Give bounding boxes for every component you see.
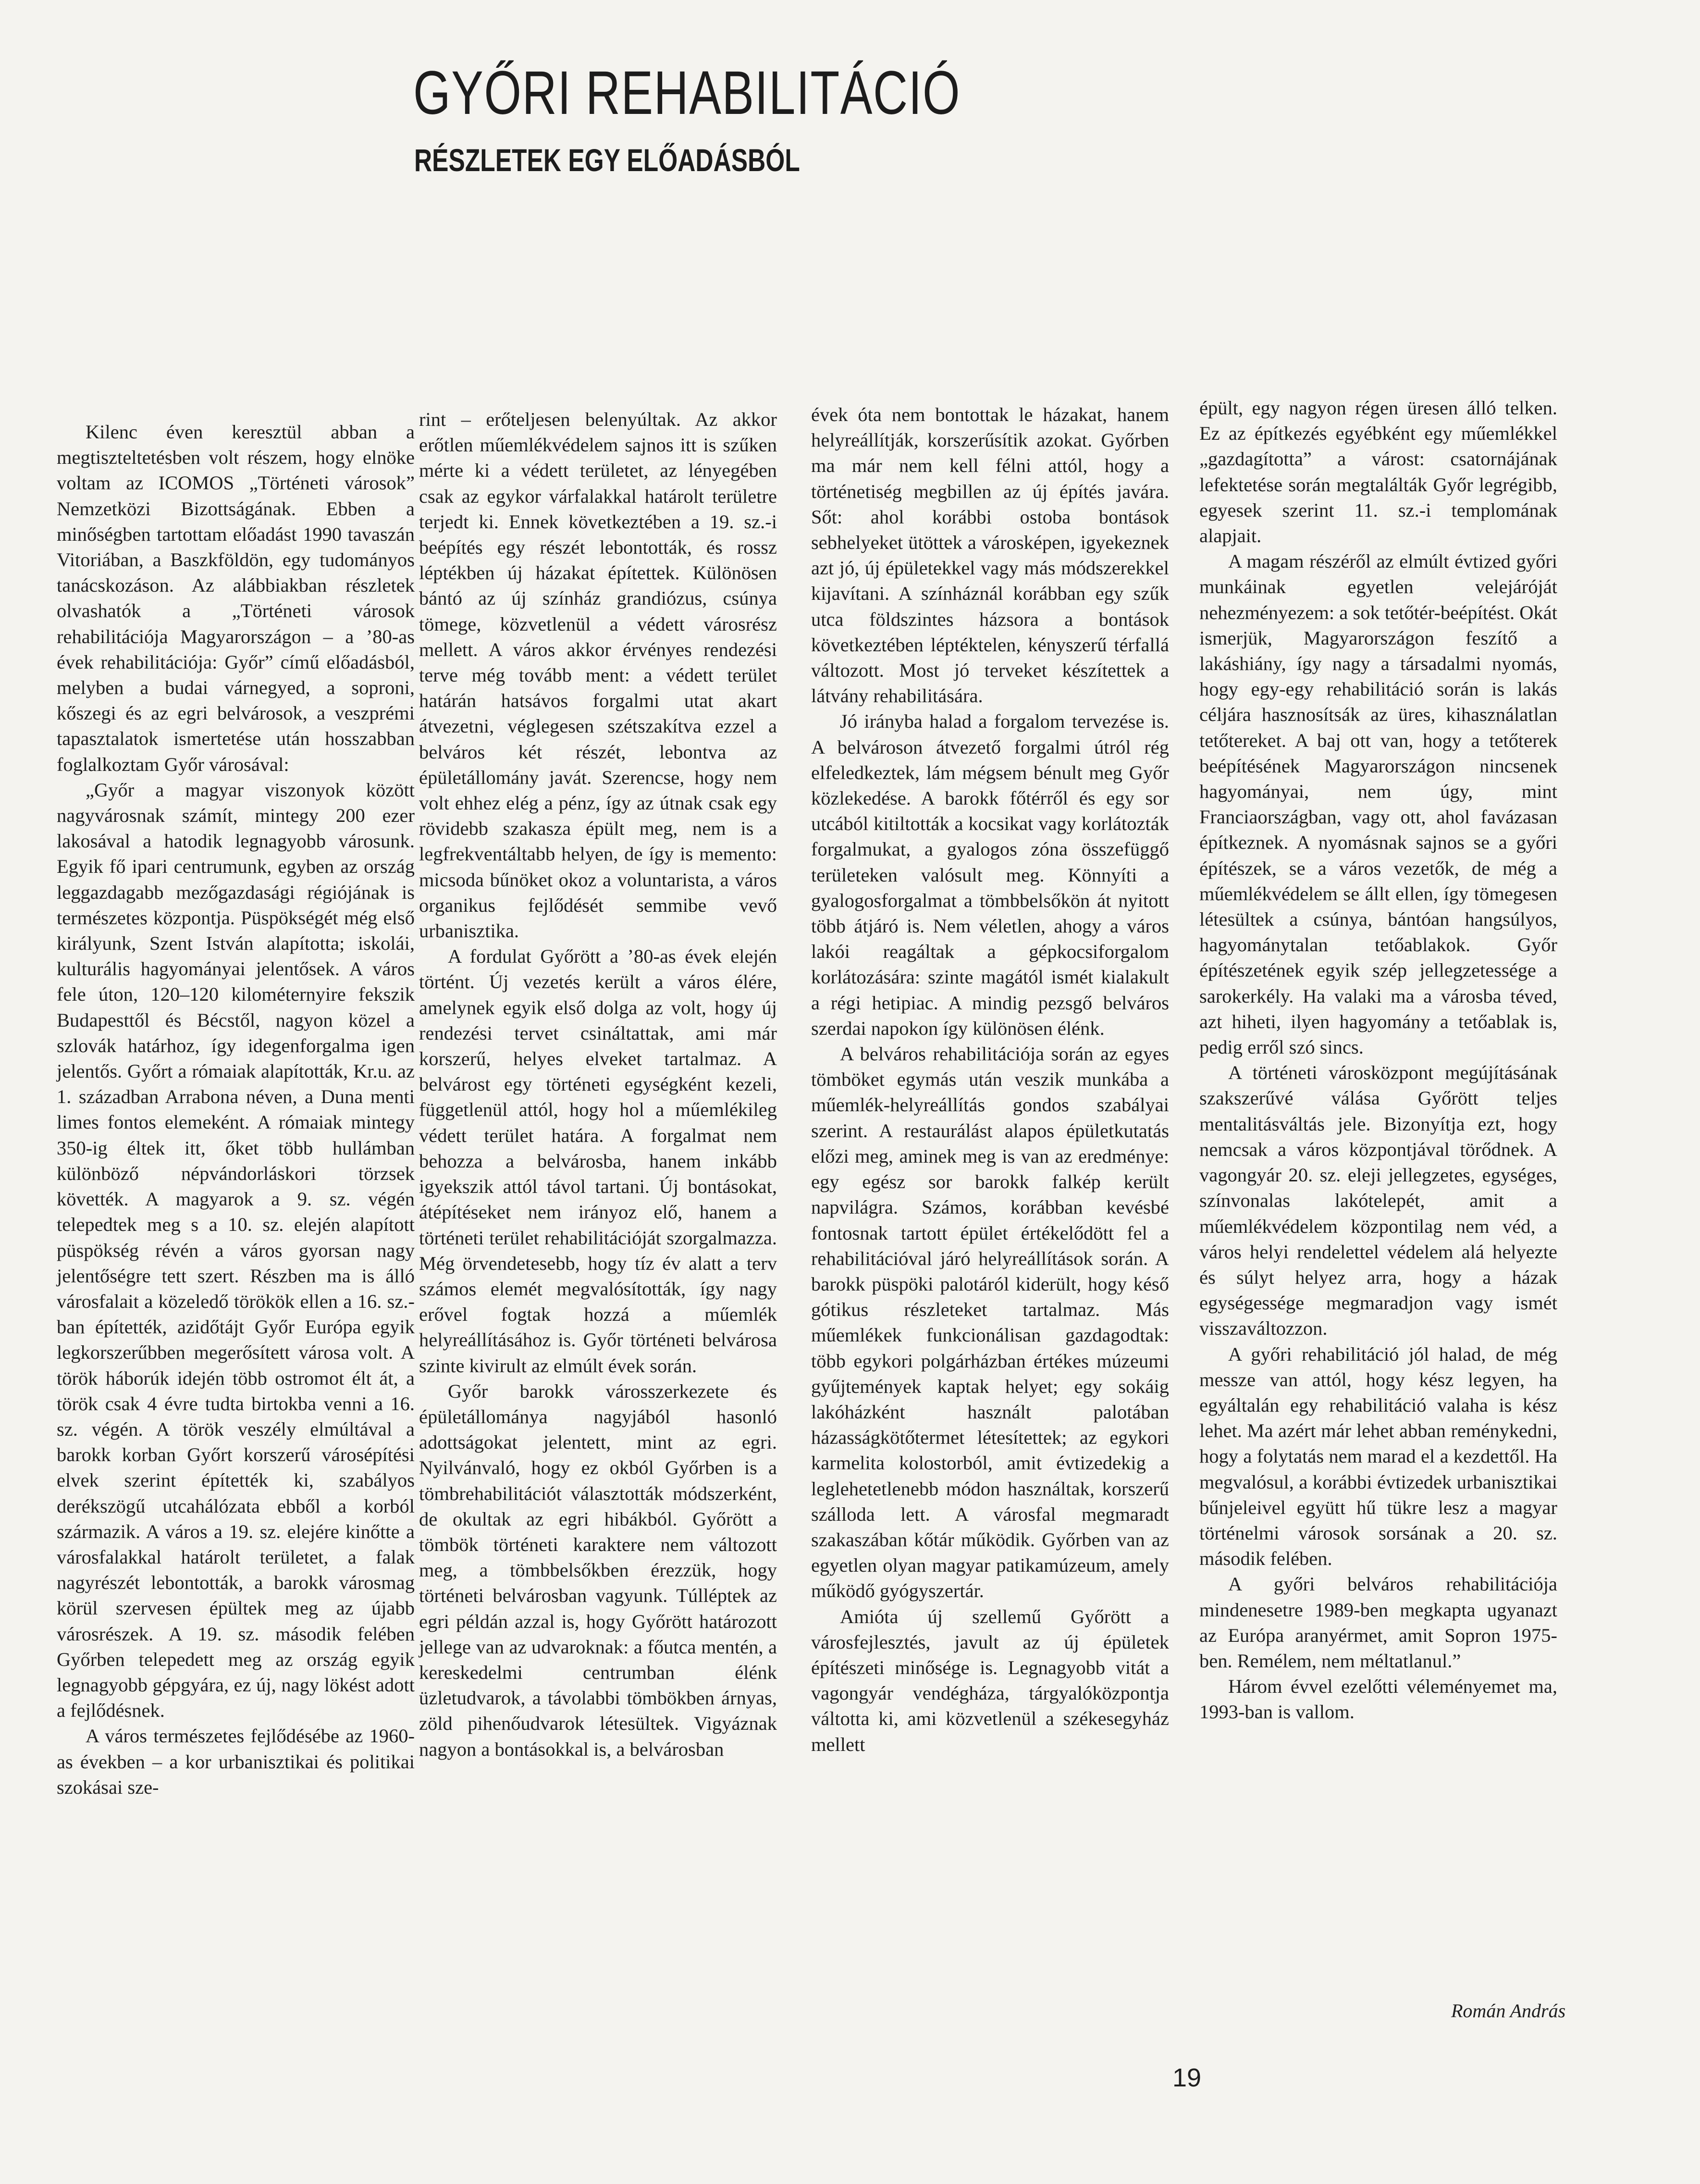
paragraph: Három évvel ezelőtti véleményemet ma, 1993-ban is vallom.	[1199, 1675, 1557, 1723]
paragraph: „Győr a magyar viszonyok között nagyvárosnak számít, mintegy 200 ezer lakosával a hatodik legnagyobb városunk. Egyik fő ipari centrumunk, egyben az ország leggazdagabb mezőgazdasági régiójának is természetes központja. Püspökségét még első királyunk, Szent István alapította; iskolái, kulturális hagyományai jelentősek. A város fele úton, 120–120 kilométernyire fekszik Budapesttől és Bécstől, nagyon közel a szlovák határhoz, így idegenforgalma igen jelentős. Győrt a rómaiak alapították, Kr.u. az 1. században Arrabona néven, a Duna menti limes fontos elemeként. A rómaiak mintegy 350-ig éltek itt, őket több hullámban különböző népvándorláskori törzsek követték. A magyarok a 9. sz. végén telepedtek meg s a 10. sz. elején alapított püspökség révén a város gyorsan nagy jelentőségre tett szert. Részben ma is álló városfalait a közeledő törökök ellen a 16. sz.-ban építették, azidőtájt Győr Európa egyik legkorszerűbben megerősített városa volt. A török háborúk idején több ostromot élt át, a török csak 4 évre tudta birtokba venni a 16. sz. végén. A török veszély elmúltával a barokk korban Győrt korszerű városépítési elvek szerint építették ki, szabályos derékszögű utcahálózata ebből a korból származik. A város a 19. sz. elejére kinőtte a városfalakkal határolt területet, a falak nagyrészét lebontották, a barokk városmag körül szervesen épültek meg az újabb városrészek. A 19. sz. második felében Győrben telepedett meg az ország egyik legnagyobb gépgyára, ez új, nagy lökést adott a fejlődésnek.	[57, 779, 415, 1722]
text-column-2	[419, 407, 777, 1762]
paragraph: Kilenc éven keresztül abban a megtiszteltetésben volt részem, hogy elnöke voltam az ICOMOS „Történeti városok” Nemzetközi Bizottságának. Ebben a minőségben tartottam előadást 1990 tavaszán Vitoriában, a Baszkföldön, egy tudományos tanácskozáson. Az alábbiakban részletek olvashatók a „Történeti városok rehabilitációja Magyarországon – a ’80-as évek rehabilitációja: Győr” című előadásból, melyben a budai várnegyed, a soproni, kőszegi és az egri belvárosok, a veszprémi tapasztalatok ismertetése után hosszabban foglalkoztam Győr városával:	[57, 421, 415, 775]
paragraph: A város természetes fejlődésébe az 1960-as években – a kor urbanisztikai és politikai szokásai sze-	[57, 1725, 415, 1798]
article-title: GYŐRI REHABILITÁCIÓ	[413, 59, 961, 127]
paragraph: rint – erőteljesen belenyúltak. Az akkor erőtlen műemlékvédelem sajnos itt is szűken mérte ki a védett területet, az lényegében csak az egykor várfalakkal határolt területre terjedt ki. Ennek következtében a 19. sz.-i beépítés egy részét lebontották, és rossz léptékben új házakat építettek. Különösen bántó az új színház grandiózus, csúnya tömege, közvetlenül a védett városrész mellett. A város akkor érvényes rendezési terve még tovább ment: a védett terület határán hatsávos forgalmi utat akart átvezetni, véglegesen szétszakítva ezzel a belváros két részét, lebontva az épületállomány javát. Szerencse, hogy nem volt ehhez elég a pénz, így az útnak csak egy rövidebb szakasza épült meg, nem is a legfrekventáltabb helyen, de így is memento: micsoda bűnöket okoz a voluntarista, a város organikus fejlődését semmibe vevő urbanisztika.	[419, 409, 777, 942]
paragraph: A történeti városközpont megújításának szakszerűvé válása Győrött teljes mentalitásváltás jele. Bizonyítja ezt, hogy nemcsak a város központjával törődnek. A vagongyár 20. sz. eleji jellegzetes, egységes, színvonalas lakótelepét, amit a műemlékvédelem központilag nem véd, a város helyi rendelettel védelem alá helyezte és súlyt helyez arra, hogy a házak egységessége megmaradjon vagy ismét visszaváltozzon.	[1199, 1062, 1557, 1340]
paragraph: Amióta új szellemű Győrött a városfejlesztés, javult az új épületek építészeti minősége is. Legnagyobb vitát a vagongyár vendégháza, tárgyalóközpontja váltotta ki, ami közvetlenül a székesegyház mellett	[811, 1605, 1169, 1755]
article-subtitle: RÉSZLETEK EGY ELŐADÁSBÓL	[414, 142, 800, 178]
author-signature: Román András	[1451, 2000, 1566, 2022]
text-column-3	[811, 402, 1169, 1757]
paragraph: épült, egy nagyon régen üresen álló telken. Ez az építkezés egyébként egy műemlékkel „gazdagította” a várost: csatornájának lefektetése során megtalálták Győr legrégibb, egyesek szerint 11. sz.-i templomának alapjait.	[1199, 397, 1557, 547]
text-column-1	[57, 419, 415, 1800]
paragraph: A győri belváros rehabilitációja mindenesetre 1989-ben megkapta ugyanazt az Európa aranyérmet, amit Sopron 1975-ben. Remélem, nem méltatlanul.”	[1199, 1573, 1557, 1672]
page-number: 19	[1172, 2063, 1202, 2092]
paragraph: A győri rehabilitáció jól halad, de még messze van attól, hogy kész legyen, ha egyáltalán egy rehabilitáció valaha is kész lehet. Ma azért már lehet abban reménykedni, hogy a folytatás nem marad el a kezdettől. Ha megvalósul, a korábbi évtizedek urbanisztikai bűnjeleivel együtt hű tükre lesz a magyar történelmi városok sorsának a 20. sz. második felében.	[1199, 1343, 1557, 1570]
paragraph: A belváros rehabilitációja során az egyes tömböket egymás után veszik munkába a műemlék-helyreállítás gondos szabályai szerint. A restaurálást alapos épületkutatás előzi meg, aminek meg is van az eredménye: egy egész sor barokk falkép került napvilágra. Számos, korábban kevésbé fontosnak tartott épület értékelődött fel a rehabilitációval járó helyreállítások során. A barokk püspöki palotáról kiderült, hogy késő gótikus részleteket tartalmaz. Más műemlékek funkcionálisan gazdagodtak: több egykori polgárházban értékes múzeumi gyűjtemények kaptak helyet; egy sokáig lakóházként használt palotában házasságkötőtermet létesítettek; az egykori karmelita kolostorból, amit évtizedekig a leglehetetlenebb módon használtak, korszerű szálloda lett. A városfal megmaradt szakaszában kőtár működik. Győrben van az egyetlen olyan magyar patikamúzeum, amely működő gyógyszertár.	[811, 1043, 1169, 1602]
paragraph: Jó irányba halad a forgalom tervezése is. A belvároson átvezető forgalmi útról rég elfeledkeztek, lám mégsem bénult meg Győr közlekedése. A barokk főtérről és egy sor utcából kitiltották a kocsikat vagy korlátozták forgalmukat, a gyalogos zóna összefüggő területeken valósult meg. Könnyíti a gyalogosforgalmat a tömbbelsőkön át nyitott több átjáró is. Nem véletlen, ahogy a város lakói reagáltak a gépkocsiforgalom korlátozására: szinte magától ismét kialakult a régi hetipiac. A mindig pezsgő belváros szerdai napokon így különösen élénk.	[811, 710, 1169, 1039]
paragraph: A fordulat Győrött a ’80-as évek elején történt. Új vezetés került a város élére, amelynek egyik első dolga az volt, hogy új rendezési tervet csináltattak, ami már korszerű, helyes elveket tartalmaz. A belvárost egy történeti egységként kezeli, függetlenül attól, hogy hol a műemlékileg védett terület határa. A forgalmat nem behozza a belvárosba, hanem inkább igyekszik attól távol tartani. Új bontásokat, átépítéseket nem irányoz elő, hanem a történeti terület rehabilitációját szorgalmazza. Még örvendetesebb, hogy tíz év alatt a terv számos elemét megvalósították, így nagy erővel fogtak hozzá a műemlék helyreállításához is. Győr történeti belvárosa szinte kivirult az elmúlt évek során.	[419, 945, 777, 1377]
text-column-4	[1199, 395, 1557, 1725]
paragraph: évek óta nem bontottak le házakat, hanem helyreállítják, korszerűsítik azokat. Győrben ma már nem kell félni attól, hogy a történetiség megbillen az új építés javára. Sőt: ahol korábbi ostoba bontások sebhelyeket ütöttek a városképen, igyekeznek azt jó, új épületekkel vagy más módszerekkel kijavítani. A színháznál korábban egy szűk utca földszintes házsora a bontások következtében léptéktelen, kényszerű térfallá változott. Most jó terveket készítettek a látvány rehabilitására.	[811, 404, 1169, 707]
paragraph: A magam részéről az elmúlt évtized győri munkáinak egyetlen velejáróját nehezményezem: a sok tetőtér-beépítést. Okát ismerjük, Magyarországon feszítő a lakáshiány, így nagy a társadalmi nyomás, hogy egy-egy rehabilitáció során is lakás céljára hasznosítsák az üres, kihasználatlan tetőtereket. A baj ott van, hogy a tetőterek beépítésének Magyarországon nincsenek hagyományai, nem úgy, mint Franciaországban, vagy ott, ahol favázasan építkeznek. A nyomásnak sajnos se a győri építészek, se a város vezetők, de még a műemlékvédelem se állt ellen, így tömegesen létesültek a csúnya, bántóan hangsúlyos, hagyománytalan tetőablakok. Győr építészetének egyik szép jellegzetessége a sarokerkély. Ha valaki ma a városba téved, azt hiheti, ilyen hagyomány a tetőablak is, pedig erről szó sincs.	[1199, 550, 1557, 1058]
paragraph: Győr barokk városszerkezete és épületállománya nagyjából hasonló adottságokat jelentett, mint az egri. Nyilvánvaló, hogy ez okból Győrben is a tömbrehabilitációt választották módszerként, de okultak az egri hibákból. Győrött a tömbök történeti karaktere nem változott meg, a tömbbelsőkben érezzük, hogy történeti belvárosban vagyunk. Túlléptek az egri példán azzal is, hogy Győrött határozott jellege van az udvaroknak: a főutca mentén, a kereskedelmi centrumban élénk üzletudvarok, a távolabbi tömbökben árnyas, zöld pihenőudvarok létesültek. Vigyáznak nagyon a bontásokkal is, a belvárosban	[419, 1380, 777, 1760]
